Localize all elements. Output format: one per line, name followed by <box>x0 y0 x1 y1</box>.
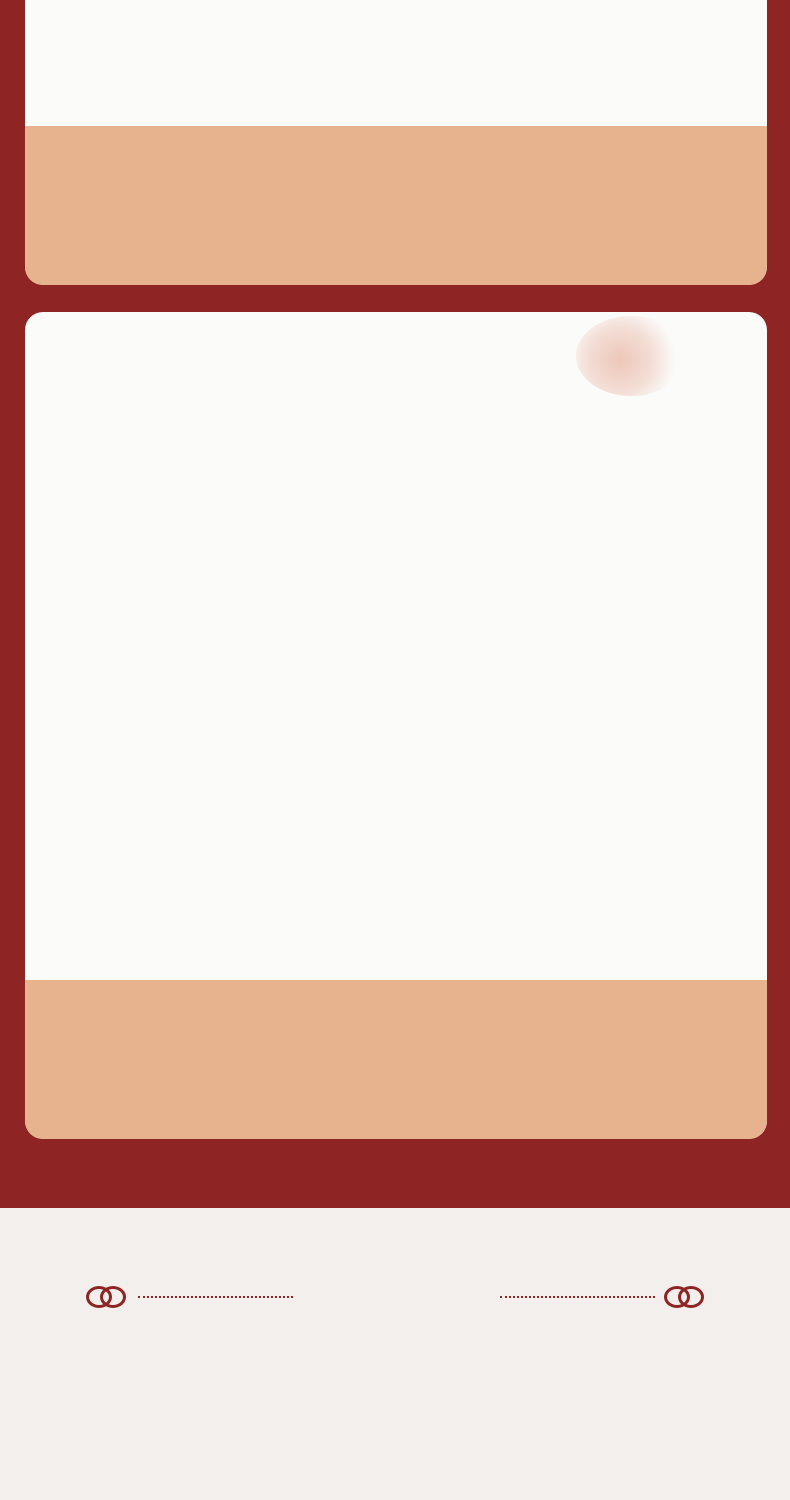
feature-banner-1 <box>25 126 767 285</box>
dotted-line-left <box>138 1296 293 1298</box>
decorative-divider <box>0 1282 790 1312</box>
double-ring-icon-right <box>664 1284 706 1308</box>
feature-banner-2 <box>25 980 767 1139</box>
dotted-line-right <box>500 1296 655 1298</box>
double-ring-icon-left <box>86 1284 128 1308</box>
yin-yang-watermark-icon <box>576 316 686 396</box>
